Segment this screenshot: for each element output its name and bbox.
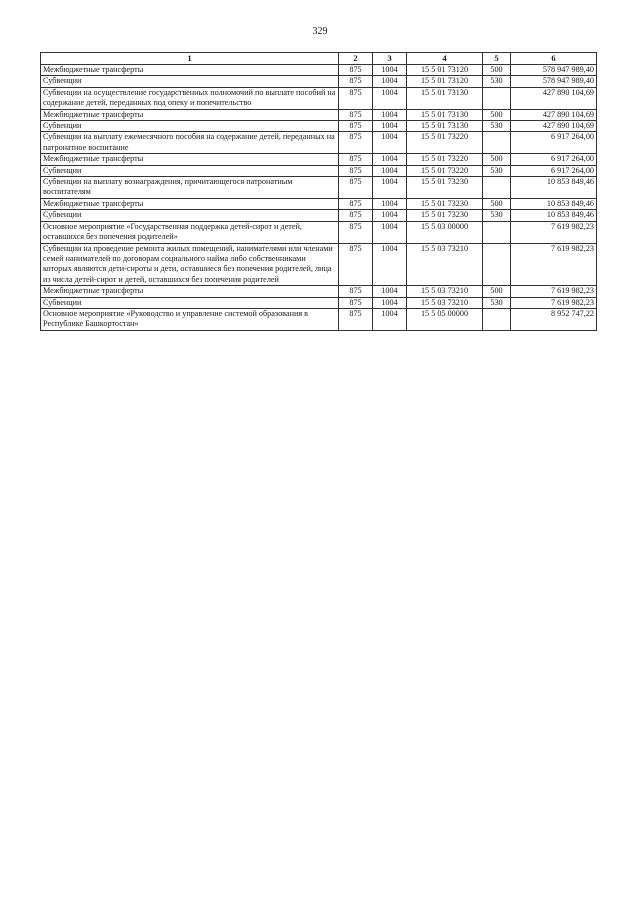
row-value-cell: 15 5 01 73230 [407, 198, 483, 209]
row-value-cell: 15 5 01 73230 [407, 177, 483, 199]
row-value-cell: 875 [339, 65, 373, 76]
row-value-cell: 875 [339, 109, 373, 120]
row-name-cell: Межбюджетные трансферты [41, 286, 339, 297]
row-name-cell: Субвенции [41, 121, 339, 132]
table-row [41, 165, 597, 176]
table-row [41, 210, 597, 221]
row-value-cell: 10 853 849,46 [511, 210, 597, 221]
table-row [41, 65, 597, 76]
row-value-cell: 1004 [373, 297, 407, 308]
row-value-cell [483, 132, 511, 154]
row-value-cell: 875 [339, 154, 373, 165]
budget-table [40, 52, 597, 331]
row-value-cell: 500 [483, 65, 511, 76]
row-value-cell: 1004 [373, 87, 407, 109]
row-value-cell: 15 5 01 73130 [407, 87, 483, 109]
row-value-cell: 15 5 01 73120 [407, 65, 483, 76]
row-name-cell: Основное мероприятие «Государственная поддержка детей-сирот и детей, оставшихся без попечения родителей» [41, 221, 339, 243]
row-value-cell: 875 [339, 210, 373, 221]
row-value-cell: 1004 [373, 65, 407, 76]
table-row [41, 177, 597, 199]
row-value-cell: 15 5 01 73220 [407, 132, 483, 154]
row-value-cell: 1004 [373, 286, 407, 297]
row-name-cell: Основное мероприятие «Руководство и управление системой образования в Республике Башкортостан» [41, 308, 339, 330]
table-row [41, 243, 597, 286]
row-value-cell: 578 947 989,40 [511, 76, 597, 87]
row-value-cell: 15 5 01 73230 [407, 210, 483, 221]
row-value-cell: 6 917 264,00 [511, 132, 597, 154]
row-value-cell: 1004 [373, 109, 407, 120]
row-value-cell: 578 947 989,40 [511, 65, 597, 76]
column-header: 3 [373, 53, 407, 65]
row-name-cell: Субвенции [41, 165, 339, 176]
row-value-cell: 10 853 849,46 [511, 198, 597, 209]
column-header: 5 [483, 53, 511, 65]
row-name-cell: Межбюджетные трансферты [41, 109, 339, 120]
row-value-cell: 875 [339, 165, 373, 176]
row-value-cell: 500 [483, 154, 511, 165]
row-value-cell: 1004 [373, 308, 407, 330]
table-row [41, 154, 597, 165]
row-value-cell: 6 917 264,00 [511, 154, 597, 165]
row-value-cell: 15 5 03 00000 [407, 221, 483, 243]
row-value-cell: 530 [483, 76, 511, 87]
row-value-cell: 7 619 982,23 [511, 297, 597, 308]
table-row [41, 109, 597, 120]
row-value-cell: 15 5 01 73220 [407, 165, 483, 176]
row-name-cell: Межбюджетные трансферты [41, 65, 339, 76]
row-name-cell: Субвенции на осуществление государственных полномочий по выплате пособий на содержание детей, переданных под опеку и попечительство [41, 87, 339, 109]
row-value-cell: 875 [339, 132, 373, 154]
table-header-row [41, 53, 597, 65]
row-value-cell: 1004 [373, 154, 407, 165]
table-row [41, 121, 597, 132]
row-value-cell: 530 [483, 297, 511, 308]
row-value-cell: 427 890 104,69 [511, 121, 597, 132]
row-value-cell: 1004 [373, 221, 407, 243]
row-value-cell: 7 619 982,23 [511, 221, 597, 243]
row-value-cell: 500 [483, 109, 511, 120]
row-value-cell: 6 917 264,00 [511, 165, 597, 176]
row-value-cell [483, 308, 511, 330]
column-header: 4 [407, 53, 483, 65]
row-value-cell: 500 [483, 286, 511, 297]
row-name-cell: Межбюджетные трансферты [41, 198, 339, 209]
row-value-cell: 15 5 01 73220 [407, 154, 483, 165]
row-value-cell: 1004 [373, 198, 407, 209]
table-body [41, 65, 597, 331]
row-value-cell: 427 890 104,69 [511, 109, 597, 120]
row-value-cell [483, 243, 511, 286]
row-name-cell: Межбюджетные трансферты [41, 154, 339, 165]
row-name-cell: Субвенции на проведение ремонта жилых помещений, нанимателями или членами семей нанимателей по договорам социального найма либо собственниками которых являются дети-сироты и дети, оставшиеся без попечения родителей, лица из числа детей-сирот и детей, оставшихся без попечения родителей [41, 243, 339, 286]
row-value-cell: 875 [339, 243, 373, 286]
row-value-cell: 875 [339, 76, 373, 87]
row-value-cell: 1004 [373, 243, 407, 286]
row-value-cell: 530 [483, 121, 511, 132]
page-number: 329 [312, 26, 328, 37]
row-value-cell: 15 5 05 00000 [407, 308, 483, 330]
row-value-cell: 875 [339, 87, 373, 109]
row-value-cell [483, 221, 511, 243]
row-name-cell: Субвенции [41, 297, 339, 308]
row-value-cell: 1004 [373, 132, 407, 154]
row-value-cell: 1004 [373, 210, 407, 221]
row-value-cell: 500 [483, 198, 511, 209]
row-value-cell: 7 619 982,23 [511, 243, 597, 286]
table-row [41, 308, 597, 330]
row-value-cell: 427 890 104,69 [511, 87, 597, 109]
row-value-cell: 875 [339, 221, 373, 243]
row-value-cell: 875 [339, 121, 373, 132]
row-name-cell: Субвенции [41, 210, 339, 221]
column-header: 1 [41, 53, 339, 65]
row-name-cell: Субвенции на выплату ежемесячного пособия на содержание детей, переданных на патронатное воспитание [41, 132, 339, 154]
row-value-cell: 15 5 03 73210 [407, 286, 483, 297]
row-name-cell: Субвенции [41, 76, 339, 87]
row-value-cell: 15 5 03 73210 [407, 297, 483, 308]
row-value-cell: 15 5 03 73210 [407, 243, 483, 286]
row-value-cell: 15 5 01 73130 [407, 121, 483, 132]
row-value-cell [483, 177, 511, 199]
column-header: 2 [339, 53, 373, 65]
table-row [41, 286, 597, 297]
row-value-cell: 1004 [373, 121, 407, 132]
table-row [41, 297, 597, 308]
row-value-cell: 8 952 747,22 [511, 308, 597, 330]
row-value-cell: 10 853 849,46 [511, 177, 597, 199]
table-row [41, 87, 597, 109]
row-value-cell: 875 [339, 198, 373, 209]
row-value-cell: 1004 [373, 177, 407, 199]
row-value-cell [483, 87, 511, 109]
row-value-cell: 875 [339, 308, 373, 330]
row-value-cell: 875 [339, 286, 373, 297]
row-value-cell: 875 [339, 297, 373, 308]
row-value-cell: 15 5 01 73120 [407, 76, 483, 87]
row-value-cell: 1004 [373, 165, 407, 176]
table-row [41, 76, 597, 87]
row-value-cell: 15 5 01 73130 [407, 109, 483, 120]
row-name-cell: Субвенции на выплату вознаграждения, причитающегося патронатным воспитателям [41, 177, 339, 199]
table-row [41, 198, 597, 209]
row-value-cell: 1004 [373, 76, 407, 87]
row-value-cell: 875 [339, 177, 373, 199]
row-value-cell: 530 [483, 210, 511, 221]
column-header: 6 [511, 53, 597, 65]
table-row [41, 221, 597, 243]
row-value-cell: 7 619 982,23 [511, 286, 597, 297]
row-value-cell: 530 [483, 165, 511, 176]
table-row [41, 132, 597, 154]
